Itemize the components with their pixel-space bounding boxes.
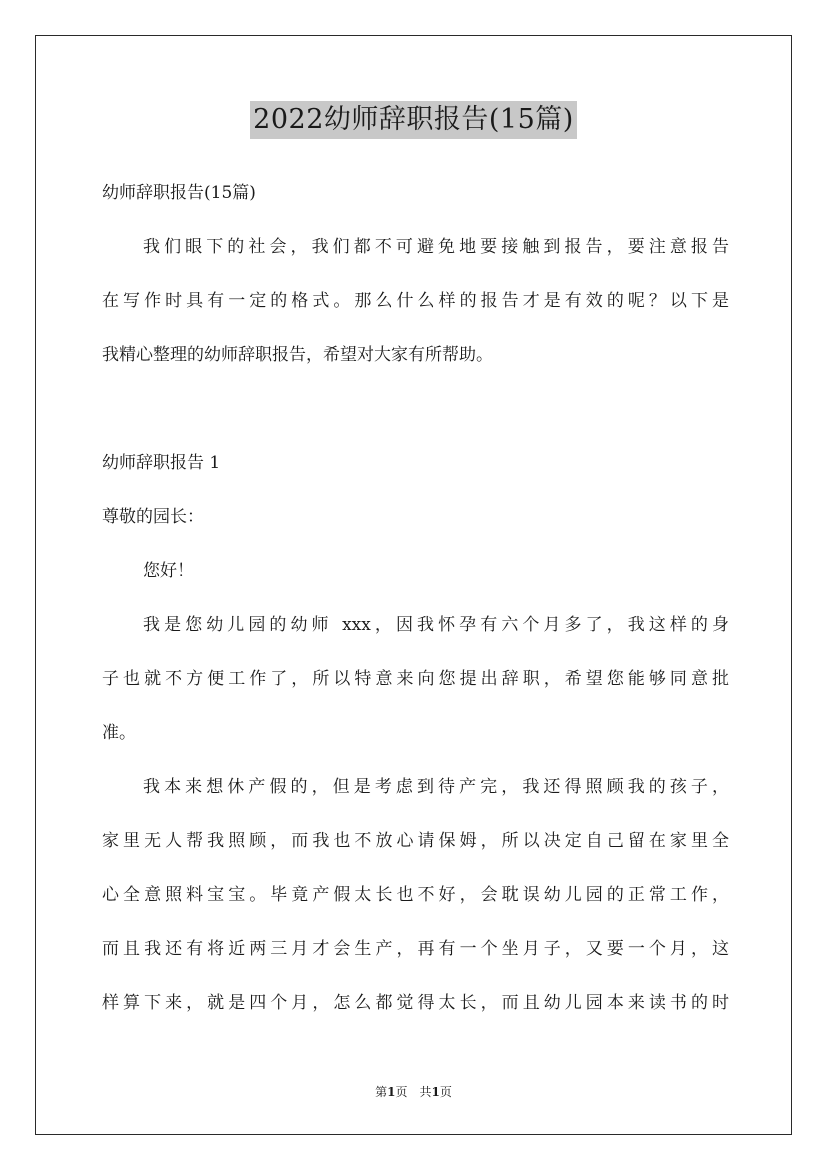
paragraph2-line-1: 我本来想休产假的，但是考虑到待产完，我还得照顾我的孩子，	[143, 777, 729, 797]
intro-line-3: 我精心整理的幼师辞职报告，希望对大家有所帮助。	[102, 345, 493, 365]
footer-total-pages: 1	[431, 1085, 440, 1099]
blank-line	[102, 392, 729, 446]
greeting: 您好！	[143, 561, 194, 581]
paragraph1-line-1: 我是您幼儿园的幼师 xxx，因我怀孕有六个月多了，我这样的身	[143, 615, 729, 635]
paragraph1-line-2: 子也就不方便工作了，所以特意来向您提出辞职，希望您能够同意批	[102, 669, 729, 689]
title-container	[0, 101, 827, 139]
salutation: 尊敬的园长：	[102, 507, 204, 527]
subtitle: 幼师辞职报告(15篇)	[102, 183, 256, 203]
document-title: 2022幼师辞职报告(15篇)	[250, 101, 577, 139]
section-heading: 幼师辞职报告 1	[102, 453, 221, 473]
page-footer	[0, 1083, 827, 1100]
footer-page-number: 1	[387, 1085, 396, 1099]
paragraph2-line-2: 家里无人帮我照顾，而我也不放心请保姆，所以决定自己留在家里全	[102, 831, 729, 851]
footer-suffix: 页	[439, 1085, 452, 1099]
footer-mid: 页 共	[395, 1085, 432, 1099]
intro-line-1: 我们眼下的社会，我们都不可避免地要接触到报告，要注意报告	[143, 237, 729, 257]
paragraph2-line-5: 样算下来，就是四个月，怎么都觉得太长，而且幼儿园本来读书的时	[102, 993, 729, 1013]
document-body	[102, 176, 729, 1040]
paragraph2-line-4: 而且我还有将近两三月才会生产，再有一个坐月子，又要一个月，这	[102, 939, 729, 959]
paragraph2-line-3: 心全意照料宝宝。毕竟产假太长也不好，会耽误幼儿园的正常工作，	[102, 885, 729, 905]
paragraph1-line-3: 准。	[102, 723, 136, 743]
intro-line-2: 在写作时具有一定的格式。那么什么样的报告才是有效的呢？以下是	[102, 291, 729, 311]
footer-prefix: 第	[375, 1085, 388, 1099]
